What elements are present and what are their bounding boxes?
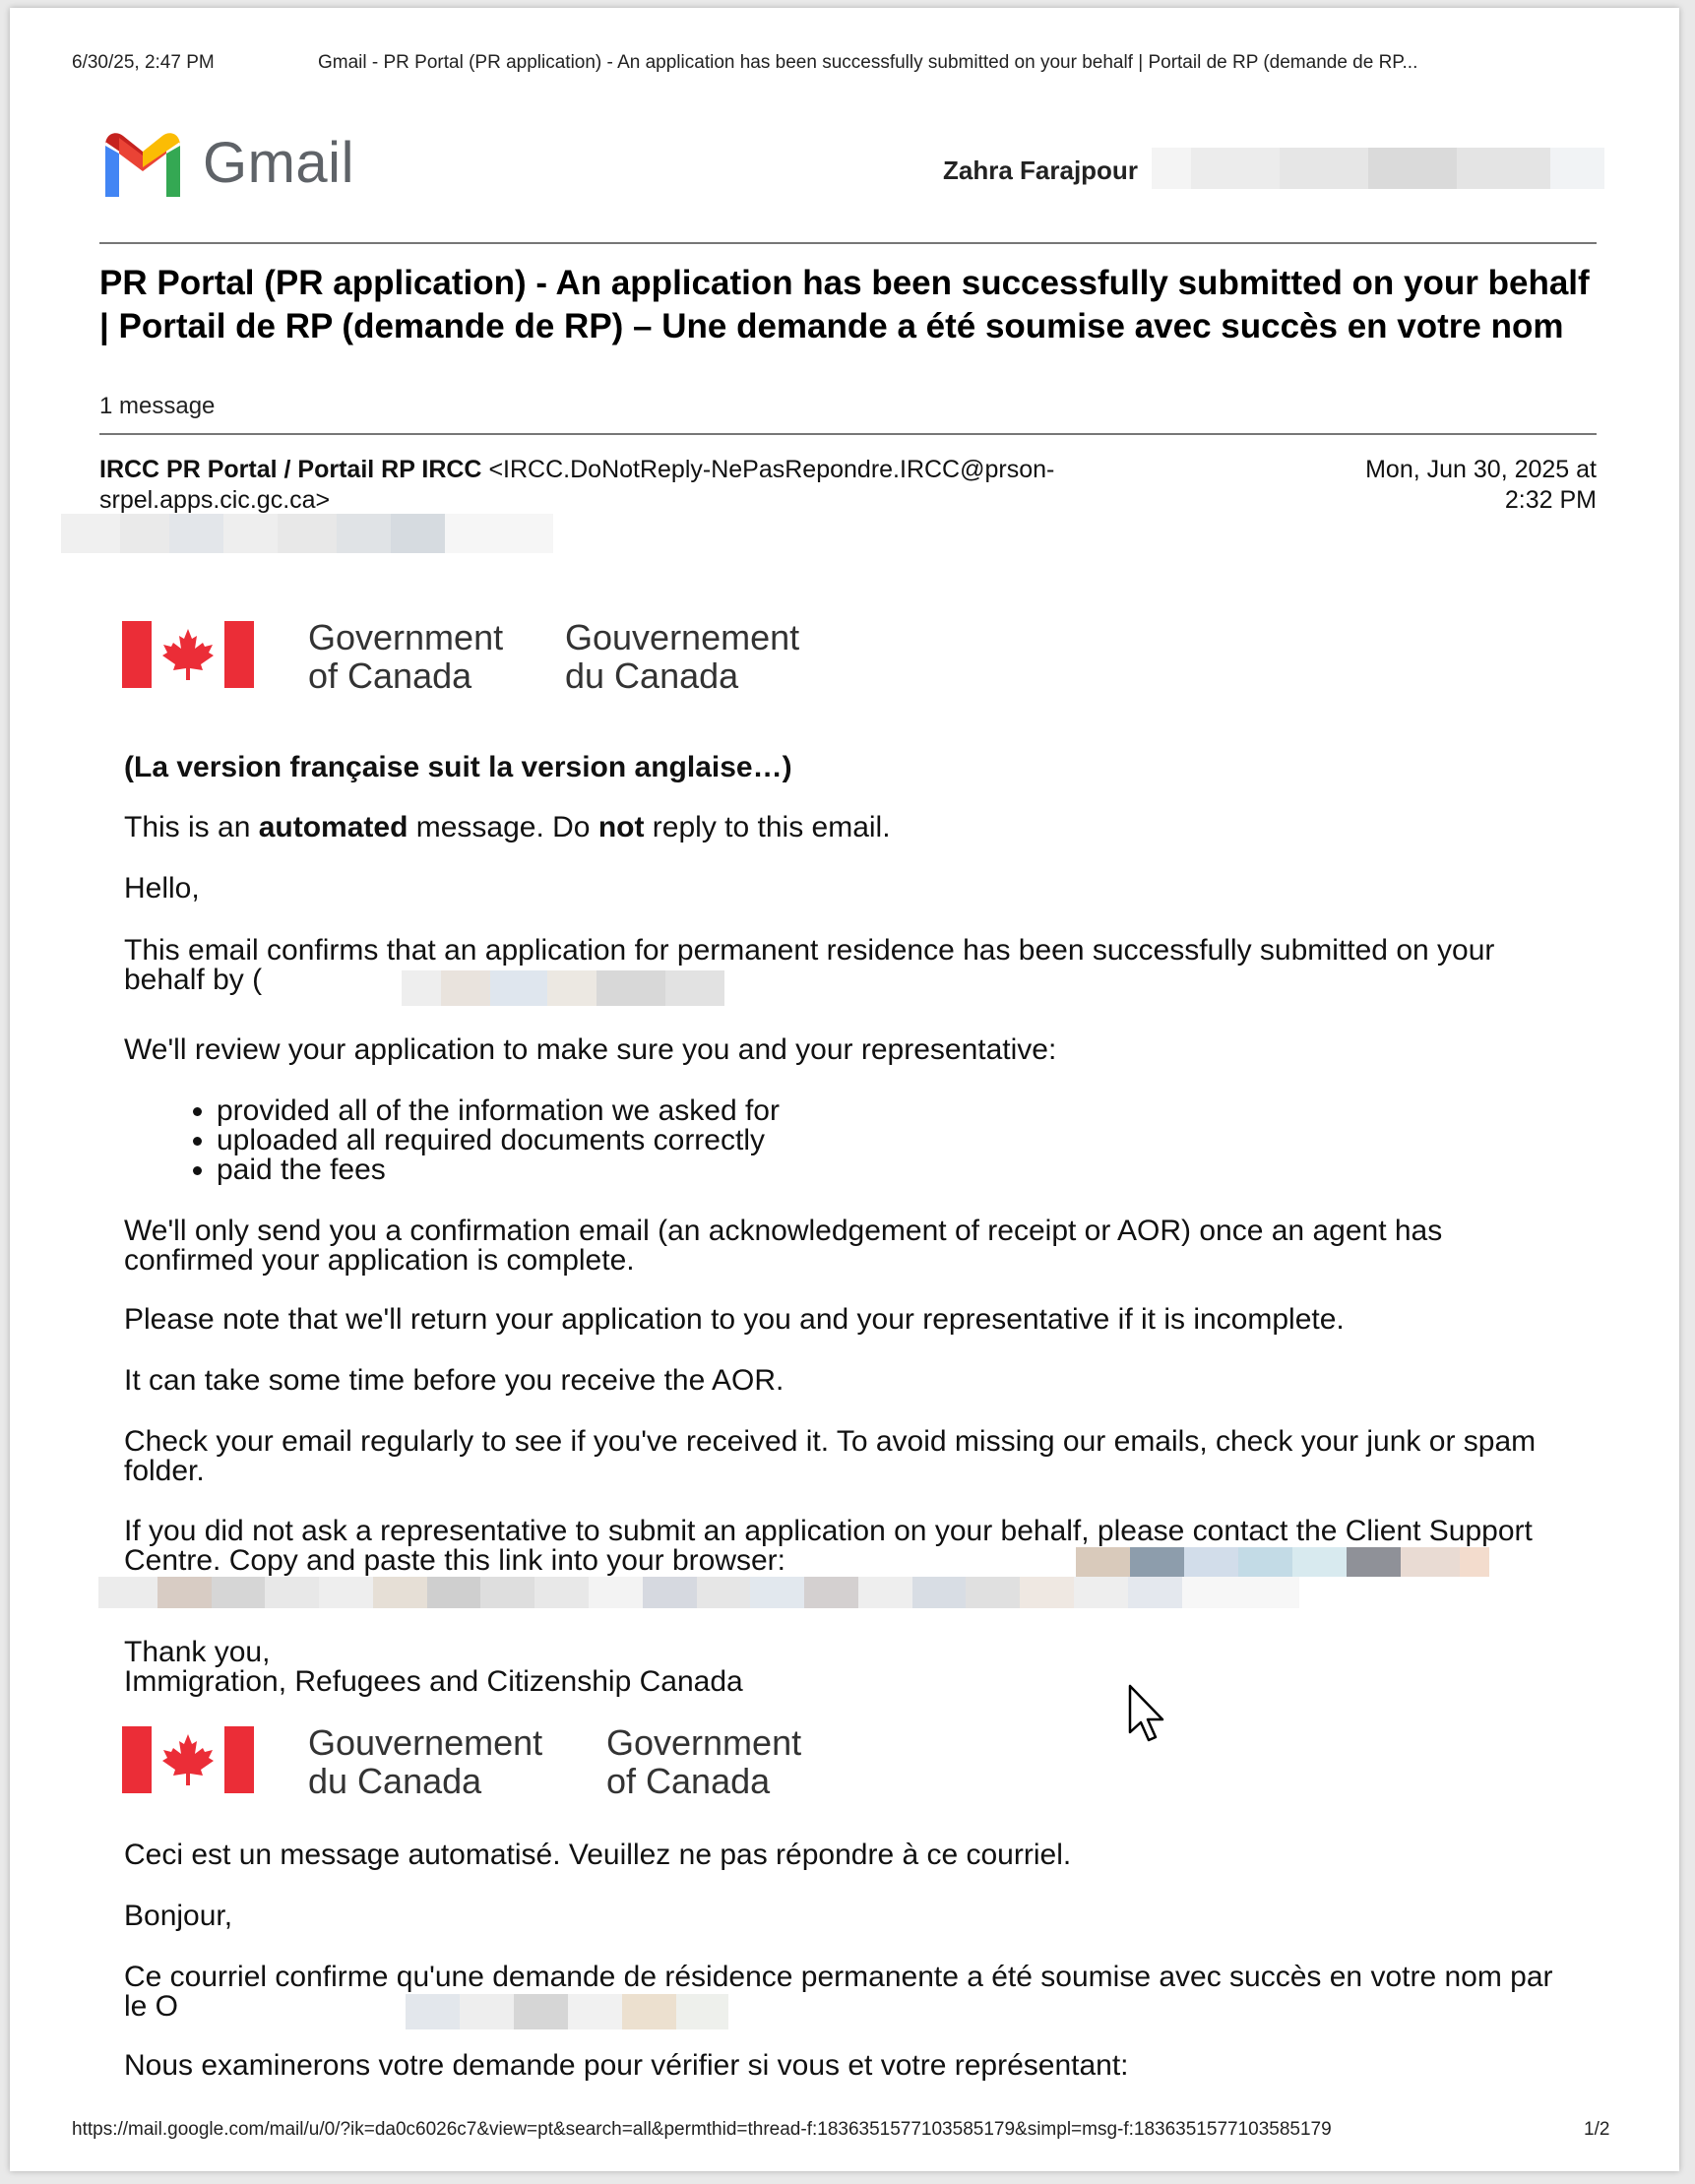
review-intro-en: We'll review your application to make sure you and your representative: [124, 1033, 1057, 1066]
account-user-name: Zahra Farajpour [943, 156, 1138, 185]
gov-text-line: Gouvernement [565, 617, 800, 657]
print-title: Gmail - PR Portal (PR application) - An application has been successfully submitted on your behalf | Portail de RP (demande de RP... [318, 52, 1418, 73]
redacted-link-part1 [1076, 1547, 1489, 1577]
list-item: • uploaded all required documents correctly [217, 1126, 780, 1155]
redacted-link-part2 [98, 1577, 1299, 1608]
print-footer-url: https://mail.google.com/mail/u/0/?ik=da0c6026c7&view=pt&search=all&permthid=thread-f:1836351577103585179&simpl=msg-f:1836351577103585179 [72, 2119, 1332, 2140]
print-datetime: 6/30/25, 2:47 PM [72, 52, 215, 73]
message-count: 1 message [99, 393, 216, 419]
text-run: This is an [124, 811, 259, 843]
redacted-representative-en [402, 970, 724, 1006]
greeting-en: Hello, [124, 872, 200, 905]
gov-signature-fr-left [308, 1723, 542, 1800]
redacted-representative-fr [406, 1994, 728, 2029]
sign-off [124, 1638, 1601, 1697]
redacted-recipient [61, 514, 553, 553]
text-run-bold: automated [258, 811, 408, 843]
gov-text-line: Government [308, 617, 504, 657]
confirmation-paragraph-en: This email confirms that an application for permanent residence has been successfully submitted on your behalf by ( [124, 934, 1495, 996]
review-intro-fr: Nous examinerons votre demande pour vérifier si vous et votre représentant: [124, 2049, 1129, 2082]
incomplete-paragraph: Please note that we'll return your application to you and your representative if it is incomplete. [124, 1303, 1345, 1336]
gov-text-line: Gouvernement [308, 1722, 543, 1763]
list-item: • provided all of the information we asked for [217, 1096, 780, 1126]
gov-text-line: Government [606, 1722, 802, 1763]
canada-flag-icon [122, 1726, 254, 1798]
redacted-email-address [1152, 148, 1604, 189]
text-run: reply to this email. [644, 811, 891, 843]
gov-text-line: of Canada [606, 1761, 771, 1801]
signature-text: Immigration, Refugees and Citizenship Canada [124, 1665, 743, 1698]
automated-notice-fr: Ceci est un message automatisé. Veuillez ne pas répondre à ce courriel. [124, 1839, 1072, 1871]
greeting-fr: Bonjour, [124, 1900, 233, 1932]
gov-signature-en-right [565, 618, 799, 695]
sender-email: <IRCC.DoNotReply-NePasRepondre.IRCC@prson-srpel.apps.cic.gc.ca> [99, 456, 1055, 514]
message-date [1301, 455, 1597, 516]
gov-signature-fr-right [606, 1723, 801, 1800]
list-item: • paid the fees [217, 1155, 780, 1185]
gov-text-line: of Canada [308, 655, 472, 696]
french-version-note [124, 753, 1601, 782]
gov-text-line: du Canada [565, 655, 739, 696]
canada-flag-icon [122, 621, 254, 693]
gov-text-line: du Canada [308, 1761, 482, 1801]
time-paragraph: It can take some time before you receive the AOR. [124, 1364, 785, 1397]
check-email-paragraph: Check your email regularly to see if you've received it. To avoid missing our emails, check your junk or spam folder. [124, 1425, 1537, 1487]
sender-name: IRCC PR Portal / Portail RP IRCC [99, 456, 482, 483]
printed-email-page [10, 8, 1679, 2171]
message-date-line1: Mon, Jun 30, 2025 at [1365, 456, 1597, 483]
contact-paragraph: If you did not ask a representative to submit an application on your behalf, please contact the Client Support Centre. Copy and paste this link into your browser: [124, 1515, 1533, 1577]
text-run: message. Do [408, 811, 598, 843]
message-date-line2: 2:32 PM [1504, 486, 1597, 514]
automated-notice [124, 813, 1601, 842]
mouse-pointer-icon [1127, 1683, 1166, 1749]
requirements-list [134, 1096, 780, 1185]
confirmation-paragraph-fr: Ce courriel confirme qu'une demande de résidence permanente a été soumise avec succès en votre nom par le O [124, 1961, 1553, 2023]
header-divider [99, 242, 1597, 244]
subject-divider [99, 433, 1597, 435]
text-run-bold: not [597, 811, 645, 843]
print-page-number: 1/2 [1584, 2119, 1610, 2140]
gmail-m-logo-icon [99, 132, 186, 202]
sender-line [99, 455, 1182, 516]
french-version-note-text: (La version française suit la version anglaise…) [124, 751, 792, 783]
aor-paragraph: We'll only send you a confirmation email (an acknowledgement of receipt or AOR) once an agent has confirmed your application is complete. [124, 1215, 1443, 1277]
gmail-wordmark: Gmail [203, 131, 354, 195]
email-subject: PR Portal (PR application) - An application has been successfully submitted on your behalf | Portail de RP (demande de RP) – Une demande a été soumise avec succès en votre nom [99, 264, 1590, 345]
gov-signature-en-left [308, 618, 503, 695]
thanks-text: Thank you, [124, 1636, 271, 1668]
